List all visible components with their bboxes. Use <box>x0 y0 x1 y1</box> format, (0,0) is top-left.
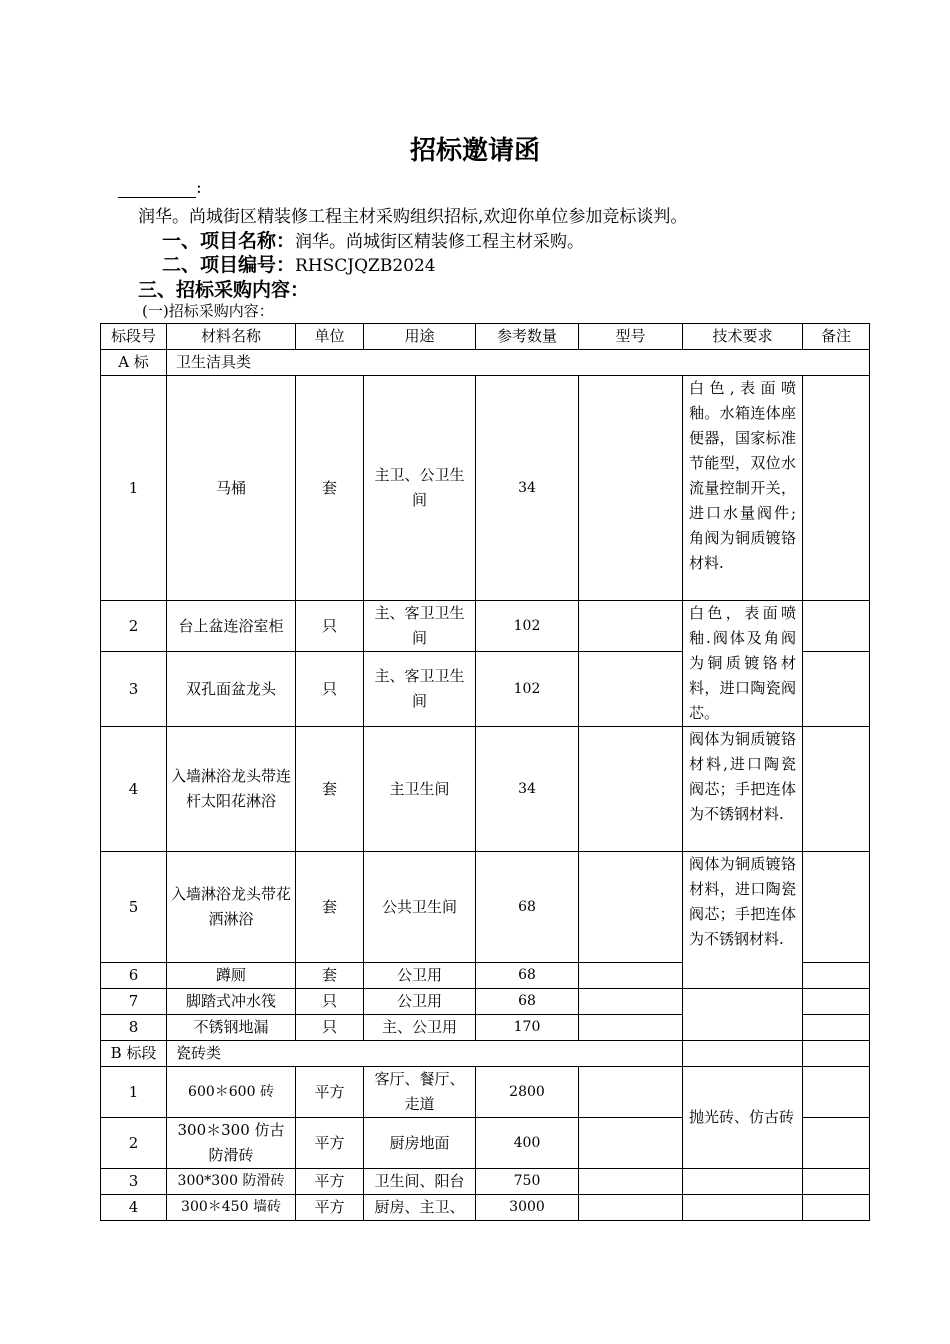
usage: 厨房地面 <box>364 1118 476 1169</box>
table-row <box>101 1169 870 1195</box>
row-number: 3 <box>101 652 167 727</box>
item-project-number <box>162 250 436 277</box>
salutation-colon: : <box>196 178 202 198</box>
model <box>579 1015 683 1041</box>
sub-heading: (一)招标采购内容： <box>142 302 274 320</box>
row-number: 1 <box>101 1067 167 1118</box>
unit: 平方 <box>296 1169 364 1195</box>
model <box>579 1195 683 1221</box>
item-project-name <box>162 226 584 253</box>
table-row <box>101 376 870 601</box>
remark <box>803 1041 870 1067</box>
tech-requirement: 抛光砖、仿古砖 <box>683 1067 803 1169</box>
material-name: 入墙淋浴龙头带花洒淋浴 <box>167 852 296 963</box>
material-name: 300＊300 仿古防滑砖 <box>167 1118 296 1169</box>
material-name: 蹲厕 <box>167 963 296 989</box>
material-name: 台上盆连浴室柜 <box>167 601 296 652</box>
unit: 只 <box>296 989 364 1015</box>
row-number: 6 <box>101 963 167 989</box>
unit: 平方 <box>296 1118 364 1169</box>
item2-value: RHSCJQZB2024 <box>295 256 436 276</box>
row-number: 4 <box>101 1195 167 1221</box>
quantity: 68 <box>476 963 579 989</box>
tech-requirement: 白色，表面喷釉.阀体及角阀为铜质镀铬材料，进口陶瓷阀芯。 <box>683 601 803 727</box>
remark <box>803 601 870 652</box>
item-procurement-content <box>138 275 309 302</box>
remark <box>803 376 870 601</box>
usage: 客厅、餐厅、走道 <box>364 1067 476 1118</box>
quantity: 3000 <box>476 1195 579 1221</box>
unit: 平方 <box>296 1067 364 1118</box>
usage: 主卫、公卫生间 <box>364 376 476 601</box>
material-name: 双孔面盆龙头 <box>167 652 296 727</box>
usage: 主、客卫卫生间 <box>364 601 476 652</box>
row-number: 7 <box>101 989 167 1015</box>
remark <box>803 1195 870 1221</box>
header-cell: 型号 <box>579 324 683 350</box>
item2-label: 二、项目编号： <box>162 254 296 276</box>
model <box>579 1169 683 1195</box>
material-name: 入墙淋浴龙头带连杆太阳花淋浴 <box>167 727 296 852</box>
usage: 卫生间、阳台 <box>364 1169 476 1195</box>
remark <box>803 963 870 989</box>
usage: 主、公卫用 <box>364 1015 476 1041</box>
unit: 只 <box>296 652 364 727</box>
recipient-blank <box>118 179 196 198</box>
section-code: B 标段 <box>101 1041 167 1067</box>
row-number: 1 <box>101 376 167 601</box>
row-number: 5 <box>101 852 167 963</box>
header-cell: 单位 <box>296 324 364 350</box>
section-name: 卫生洁具类 <box>167 350 870 376</box>
remark <box>803 727 870 852</box>
section-row <box>101 1041 870 1067</box>
salutation-line <box>118 178 202 198</box>
row-number: 3 <box>101 1169 167 1195</box>
row-number: 4 <box>101 727 167 852</box>
table-row <box>101 727 870 852</box>
material-name: 300＊450 墙砖 <box>167 1195 296 1221</box>
header-cell: 参考数量 <box>476 324 579 350</box>
quantity: 68 <box>476 852 579 963</box>
unit: 平方 <box>296 1195 364 1221</box>
model <box>579 652 683 727</box>
quantity: 102 <box>476 652 579 727</box>
table-header-row <box>101 324 870 350</box>
tech-requirement: 阀体为铜质镀铬材料，进口陶瓷阀芯；手把连体为不锈钢材料. <box>683 852 803 989</box>
model <box>579 1067 683 1118</box>
item1-value: 润华。尚城街区精装修工程主材采购。 <box>295 232 585 252</box>
section-name: 瓷砖类 <box>167 1041 683 1067</box>
tech-requirement <box>683 1169 803 1195</box>
remark <box>803 1118 870 1169</box>
unit: 套 <box>296 963 364 989</box>
model <box>579 727 683 852</box>
model <box>579 601 683 652</box>
quantity: 400 <box>476 1118 579 1169</box>
quantity: 34 <box>476 727 579 852</box>
usage: 公共卫生间 <box>364 852 476 963</box>
usage: 公卫用 <box>364 989 476 1015</box>
document-title: 招标邀请函 <box>409 136 540 166</box>
unit: 套 <box>296 727 364 852</box>
unit: 只 <box>296 1015 364 1041</box>
model <box>579 1118 683 1169</box>
item3-label: 三、招标采购内容： <box>138 279 310 301</box>
unit: 套 <box>296 852 364 963</box>
remark <box>803 1015 870 1041</box>
tech-requirement <box>683 989 803 1041</box>
remark <box>803 852 870 963</box>
intro-text: 润华。尚城街区精装修工程主材采购组织招标,欢迎你单位参加竞标谈判。 <box>138 207 688 227</box>
material-name: 600＊600 砖 <box>167 1067 296 1118</box>
header-cell: 用途 <box>364 324 476 350</box>
tech-requirement: 白色,表面喷釉。水箱连体座便器，国家标准节能型，双位水流量控制开关，进口水量阀件;角阀为铜质镀铬材料. <box>683 376 803 601</box>
table-row <box>101 1195 870 1221</box>
quantity: 102 <box>476 601 579 652</box>
remark <box>803 1067 870 1118</box>
remark <box>803 989 870 1015</box>
table-row <box>101 601 870 652</box>
table-row <box>101 989 870 1015</box>
tech-requirement <box>683 1195 803 1221</box>
quantity: 34 <box>476 376 579 601</box>
material-name: 马桶 <box>167 376 296 601</box>
quantity: 170 <box>476 1015 579 1041</box>
header-cell: 材料名称 <box>167 324 296 350</box>
remark <box>803 1169 870 1195</box>
unit: 套 <box>296 376 364 601</box>
header-cell: 标段号 <box>101 324 167 350</box>
table-row <box>101 1067 870 1118</box>
row-number: 2 <box>101 1118 167 1169</box>
row-number: 2 <box>101 601 167 652</box>
material-name: 300*300 防滑砖 <box>167 1169 296 1195</box>
quantity: 68 <box>476 989 579 1015</box>
tech-requirement: 阀体为铜质镀铬材料,进口陶瓷阀芯；手把连体为不锈钢材料. <box>683 727 803 852</box>
quantity: 2800 <box>476 1067 579 1118</box>
model <box>579 963 683 989</box>
item1-label: 一、项目名称： <box>162 230 296 252</box>
usage: 厨房、主卫、 <box>364 1195 476 1221</box>
usage: 主、客卫卫生间 <box>364 652 476 727</box>
quantity: 750 <box>476 1169 579 1195</box>
header-cell: 技术要求 <box>683 324 803 350</box>
table-row <box>101 852 870 963</box>
remark <box>803 652 870 727</box>
section-code: A 标 <box>101 350 167 376</box>
model <box>579 376 683 601</box>
row-number: 8 <box>101 1015 167 1041</box>
header-cell: 备注 <box>803 324 870 350</box>
model <box>579 989 683 1015</box>
material-name: 不锈钢地漏 <box>167 1015 296 1041</box>
material-name: 脚踏式冲水筏 <box>167 989 296 1015</box>
usage: 公卫用 <box>364 963 476 989</box>
tech-requirement <box>683 1041 803 1067</box>
unit: 只 <box>296 601 364 652</box>
section-row <box>101 350 870 376</box>
model <box>579 852 683 963</box>
usage: 主卫生间 <box>364 727 476 852</box>
procurement-table <box>100 323 870 1221</box>
